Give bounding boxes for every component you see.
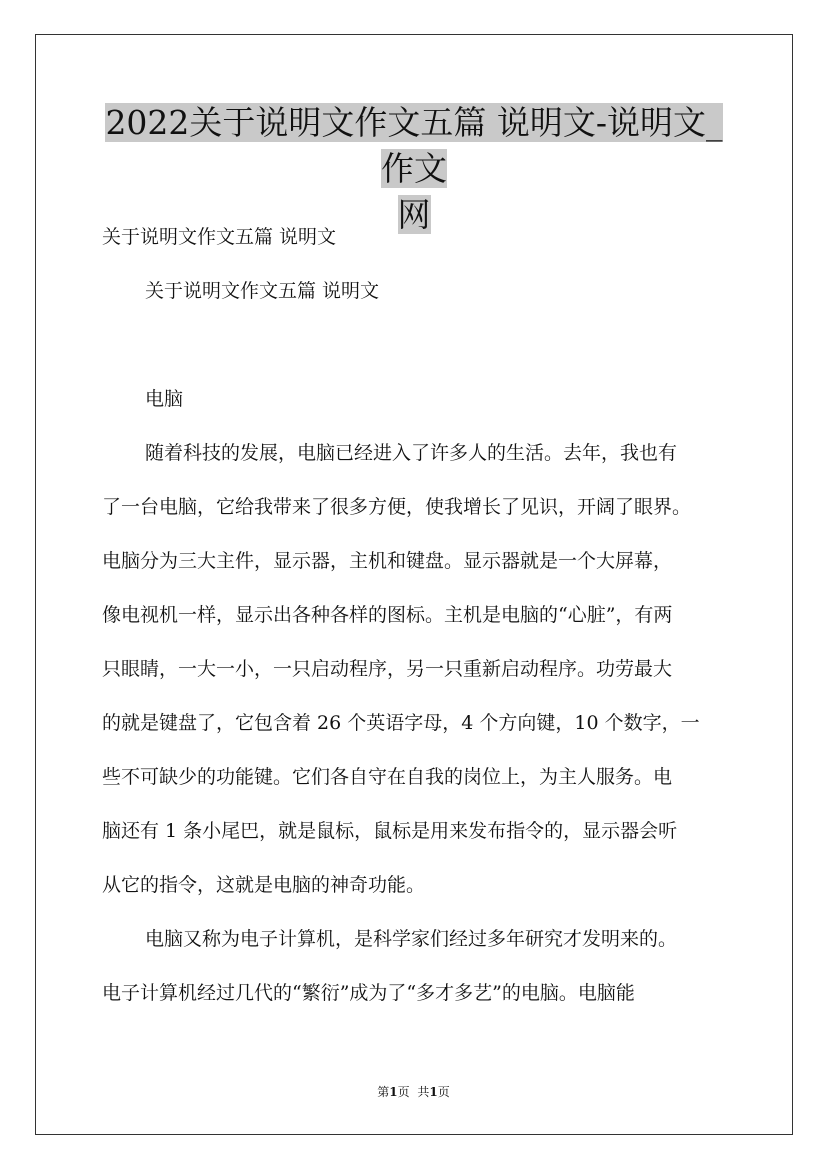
- body-line: 只眼睛，一大一小，一只启动程序，另一只重新启动程序。功劳最大: [102, 658, 673, 680]
- body-line: 些不可缺少的功能键。它们各自守在自我的岗位上，为主人服务。电: [102, 766, 673, 788]
- subtitle-indented: 关于说明文作文五篇 说明文: [145, 280, 380, 302]
- body-line: 电脑又称为电子计算机，是科学家们经过多年研究才发明来的。: [145, 928, 678, 950]
- footer-page-prefix: 第: [377, 1085, 390, 1099]
- body-line: 随着科技的发展，电脑已经进入了许多人的生活。去年，我也有: [145, 442, 678, 464]
- footer-page-number: 1: [389, 1085, 398, 1099]
- title-line-2: 网: [397, 195, 431, 234]
- body-line: 像电视机一样，显示出各种各样的图标。主机是电脑的“心脏”，有两: [102, 604, 673, 626]
- document-title: [100, 100, 728, 238]
- body-line: 了一台电脑，它给我带来了很多方便，使我增长了见识，开阔了眼界。: [102, 496, 692, 518]
- body-line: 的就是键盘了，它包含着 26 个英语字母，4 个方向键，10 个数字，一: [102, 712, 700, 734]
- body-line: 从它的指令，这就是电脑的神奇功能。: [102, 874, 426, 896]
- body-line: 电脑分为三大主件，显示器，主机和键盘。显示器就是一个大屏幕，: [102, 550, 673, 572]
- footer-total-suffix: 页: [437, 1085, 450, 1099]
- title-line-1: 2022关于说明文作文五篇 说明文-说明文_作文: [105, 103, 723, 188]
- subtitle: 关于说明文作文五篇 说明文: [102, 226, 337, 248]
- body-line: 电子计算机经过几代的“繁衍”成为了“多才多艺”的电脑。电脑能: [102, 982, 635, 1004]
- footer-page-suffix: 页: [397, 1085, 410, 1099]
- page-footer: [0, 1084, 827, 1100]
- body-line: 脑还有 1 条小尾巴，就是鼠标，鼠标是用来发布指令的，显示器会听: [102, 820, 678, 842]
- section-heading: 电脑: [145, 388, 184, 410]
- footer-total-prefix: 共: [417, 1085, 430, 1099]
- footer-total-number: 1: [429, 1085, 438, 1099]
